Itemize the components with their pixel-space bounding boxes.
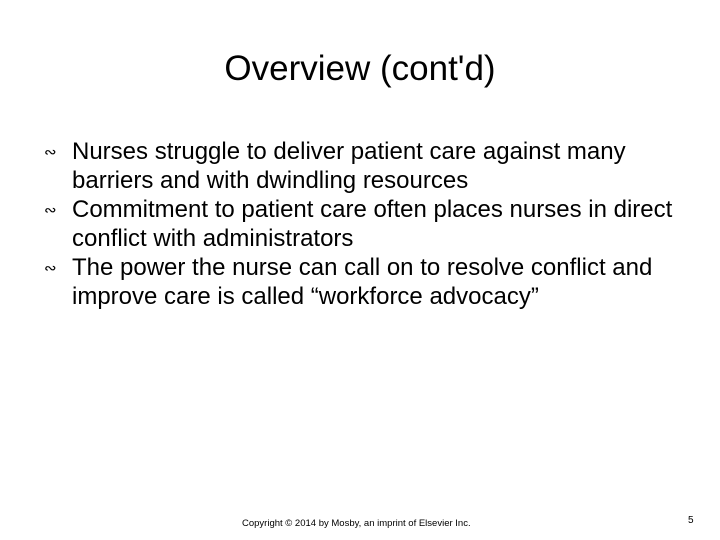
bullet-item bbox=[44, 253, 684, 311]
slide-number: 5 bbox=[688, 515, 694, 526]
bullet-text: The power the nurse can call on to resolve conflict and improve care is called “workforce advocacy” bbox=[72, 254, 653, 310]
footer-copyright: Copyright © 2014 by Mosby, an imprint of Elsevier Inc. bbox=[242, 518, 471, 529]
wavy-bullet-icon: ∾ bbox=[44, 259, 57, 277]
bullet-item bbox=[44, 195, 684, 253]
wavy-bullet-icon: ∾ bbox=[44, 143, 57, 161]
slide-title: Overview (cont'd) bbox=[224, 49, 496, 88]
bullet-item bbox=[44, 137, 684, 195]
bullet-text: Nurses struggle to deliver patient care against many barriers and with dwindling resources bbox=[72, 138, 626, 194]
bullet-text: Commitment to patient care often places nurses in direct conflict with administrators bbox=[72, 196, 673, 252]
bullet-list bbox=[44, 137, 684, 311]
wavy-bullet-icon: ∾ bbox=[44, 201, 57, 219]
